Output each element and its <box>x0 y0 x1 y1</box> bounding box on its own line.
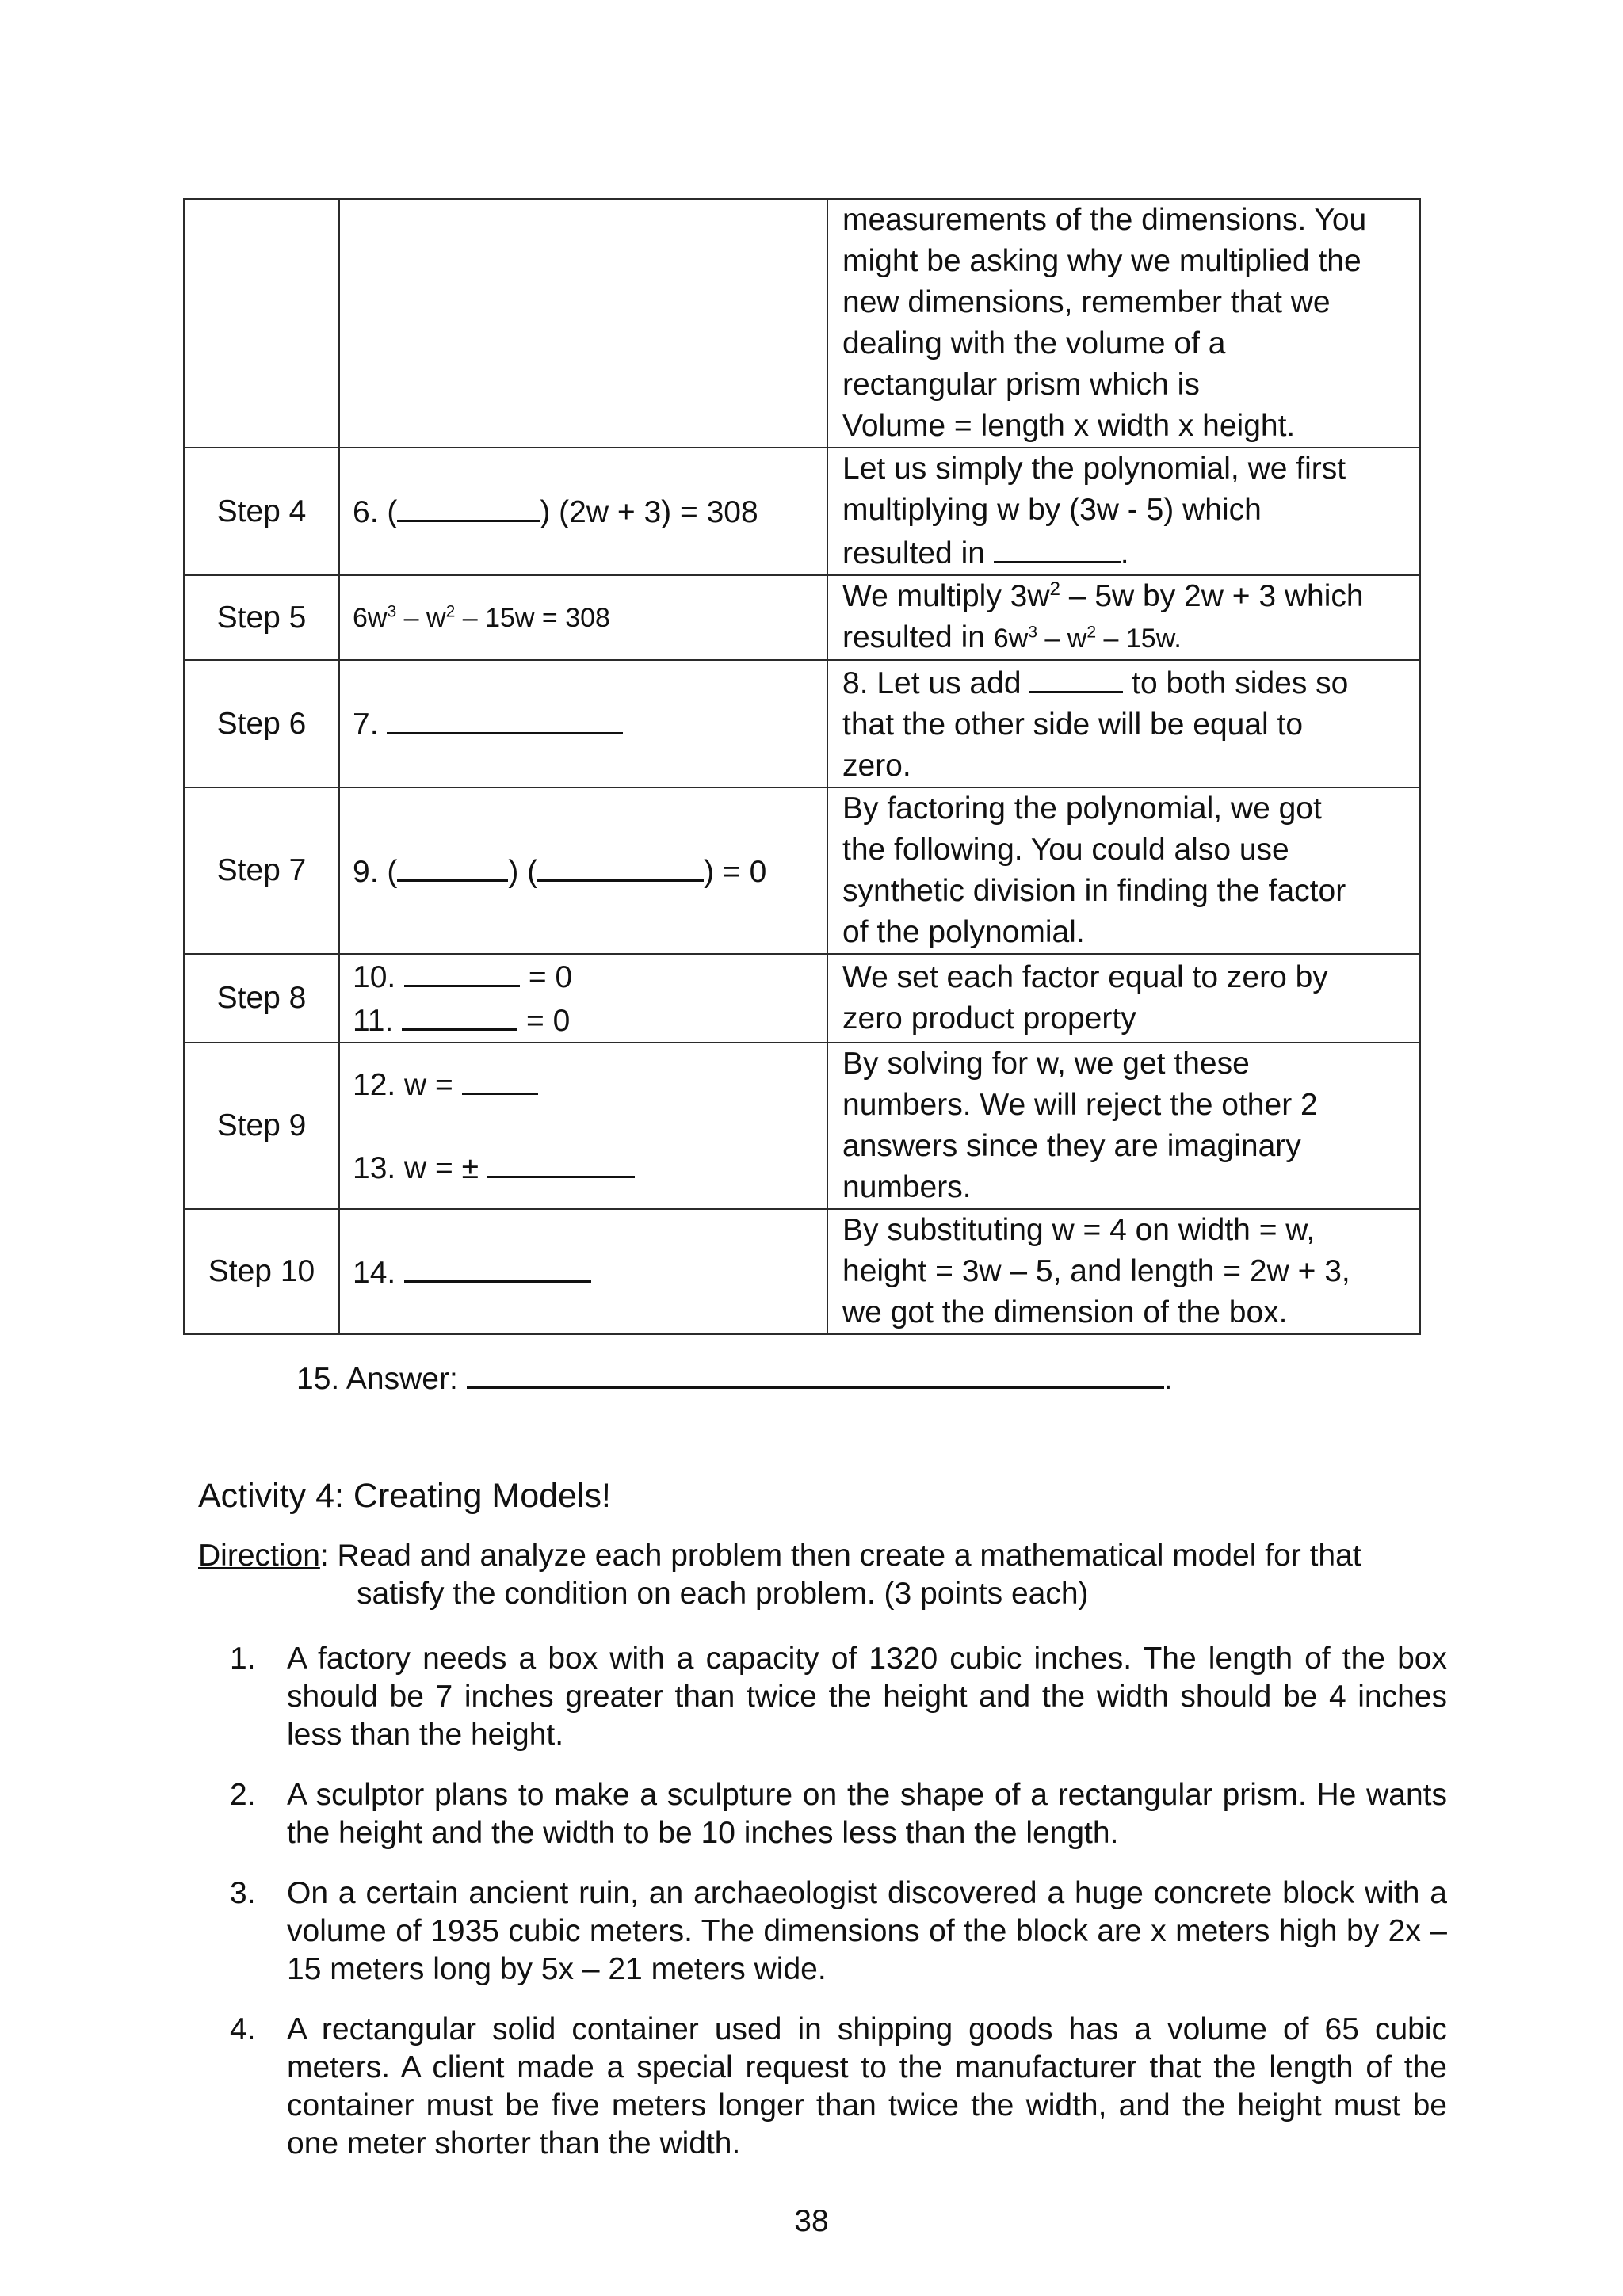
explanation-line: synthetic division in finding the factor <box>842 874 1346 908</box>
table-row <box>184 1209 1420 1334</box>
activity-title: Activity 4: Creating Models! <box>198 1477 611 1515</box>
equation-cell: $6w^3 - w^2 - 15w = 308$ <box>339 575 827 660</box>
explanation-line: resulted in . <box>842 531 1405 574</box>
table-row <box>184 448 1420 575</box>
problem-list <box>230 1640 1447 2185</box>
direction-label: Direction <box>198 1539 320 1573</box>
explanation-line: might be asking why we multiplied the <box>842 244 1361 278</box>
fill-blank[interactable] <box>994 531 1121 563</box>
page-number: 38 <box>794 2204 829 2238</box>
equation-cell: 9. ( ) ( ) = 0 <box>339 788 827 954</box>
table-row <box>184 954 1420 1043</box>
explanation-line: We multiply $3w^2 - 5w$ by 2w + 3 which <box>842 578 1364 613</box>
explanation-line: By factoring the polynomial, we got <box>842 791 1322 826</box>
step-label: Step 10 <box>184 1209 339 1334</box>
equation-cell <box>339 199 827 448</box>
equation-cell: 6. ( ) (2w + 3) = 308 <box>339 448 827 575</box>
explanation-line: We set each factor equal to zero by <box>842 960 1328 994</box>
explanation-line: Let us simply the polynomial, we first <box>842 452 1346 486</box>
explanation-line: By solving for w, we get these <box>842 1047 1250 1081</box>
table-row <box>184 575 1420 660</box>
list-item: 4. A rectangular solid container used in shipping goods has a volume of 65 cubic meters. A client made a special request to the manufacturer that the length of the container must be five meters longer than twice the width, and the height must be one meter shorter than the width. <box>230 2012 1447 2161</box>
explanation-line: of the polynomial. <box>842 915 1085 949</box>
explanation-line: that the other side will be equal to <box>842 707 1304 742</box>
list-item: 2. A sculptor plans to make a sculpture on the shape of a rectangular prism. He wants the height and the width to be 10 inches less than the length. <box>230 1778 1447 1850</box>
explanation-line: dealing with the volume of a <box>842 326 1226 360</box>
explanation-cell <box>827 448 1420 575</box>
table-row <box>184 199 1420 448</box>
answer-blank-9b[interactable] <box>537 849 704 882</box>
explanation-cell <box>827 1209 1420 1334</box>
explanation-line: numbers. <box>842 1170 972 1204</box>
explanation-line: new dimensions, remember that we <box>842 285 1331 319</box>
list-item: 1. A factory needs a box with a capacity of 1320 cubic inches. The length of the box should be 7 inches greater than twice the height and the width should be 4 inches less than the height. <box>230 1642 1447 1752</box>
explanation-cell <box>827 660 1420 788</box>
step-label: Step 6 <box>184 660 339 788</box>
answer-blank-11[interactable] <box>402 998 517 1031</box>
step-label: Step 7 <box>184 788 339 954</box>
explanation-cell <box>827 199 1420 448</box>
explanation-line: zero product property <box>842 1001 1136 1035</box>
explanation-cell <box>827 1043 1420 1209</box>
explanation-line: height = 3w – 5, and length = 2w + 3, <box>842 1254 1350 1288</box>
step-label: Step 4 <box>184 448 339 575</box>
final-answer: 15. Answer: . <box>296 1356 1172 1400</box>
equation-cell: 12. w = 13. w = ± <box>339 1043 827 1209</box>
explanation-line: measurements of the dimensions. You <box>842 203 1367 237</box>
list-item: 3. On a certain ancient ruin, an archaeologist discovered a huge concrete block with a volume of 1935 cubic meters. The dimensions of the block are x meters high by 2x – 15 meters long by 5x – 21 meters wide. <box>230 1876 1447 1986</box>
explanation-line: numbers. We will reject the other 2 <box>842 1088 1318 1122</box>
explanation-line: rectangular prism which is <box>842 368 1200 402</box>
answer-blank-8[interactable] <box>1029 661 1123 693</box>
direction-text: Direction: Read and analyze each problem then create a mathematical model for that satisfy the condition on each problem. (3 points each) <box>198 1539 1361 1611</box>
answer-blank-6[interactable] <box>397 490 540 522</box>
explanation-line: answers since they are imaginary <box>842 1129 1301 1163</box>
answer-blank-13[interactable] <box>487 1146 635 1178</box>
explanation-line: multiplying w by (3w - 5) which <box>842 493 1262 527</box>
explanation-line: 8. Let us add to both sides so <box>842 661 1405 704</box>
table-row <box>184 1043 1420 1209</box>
step-label: Step 9 <box>184 1043 339 1209</box>
table-row <box>184 660 1420 788</box>
step-label: Step 8 <box>184 954 339 1043</box>
equation-cell: 14. <box>339 1209 827 1334</box>
explanation-cell <box>827 575 1420 660</box>
step-cell <box>184 199 339 448</box>
explanation-line: resulted in $6w^3 - w^2 - 15w$. <box>842 620 1182 654</box>
answer-blank-9a[interactable] <box>397 849 508 882</box>
step-label: Step 5 <box>184 575 339 660</box>
explanation-line: By substituting w = 4 on width = w, <box>842 1213 1316 1247</box>
answer-blank-10[interactable] <box>404 955 520 987</box>
explanation-line: we got the dimension of the box. <box>842 1295 1288 1329</box>
equation-cell: 10. = 0 11. = 0 <box>339 954 827 1043</box>
table-row <box>184 788 1420 954</box>
equation-cell: 7. <box>339 660 827 788</box>
explanation-line: Volume = length x width x height. <box>842 409 1296 443</box>
explanation-line: zero. <box>842 749 911 783</box>
final-answer-label: 15. Answer: <box>296 1362 467 1396</box>
solution-steps-table <box>183 198 1421 1335</box>
explanation-cell <box>827 788 1420 954</box>
explanation-line: the following. You could also use <box>842 833 1289 867</box>
explanation-cell <box>827 954 1420 1043</box>
answer-blank-12[interactable] <box>462 1062 538 1095</box>
answer-blank-15[interactable] <box>467 1356 1164 1389</box>
answer-blank-14[interactable] <box>404 1250 591 1283</box>
answer-blank-7[interactable] <box>387 702 623 734</box>
